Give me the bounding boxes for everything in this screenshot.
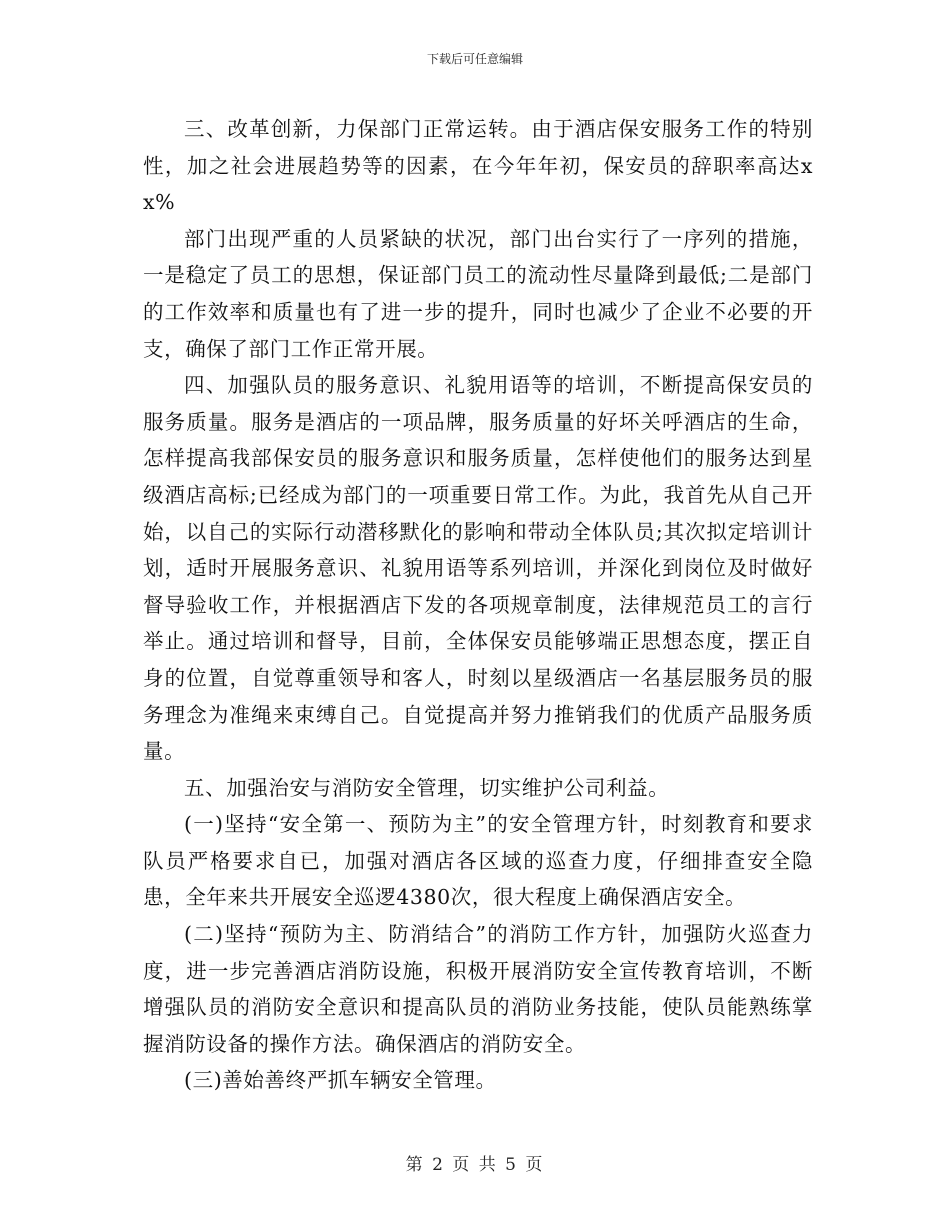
paragraph-training: 四、加强队员的服务意识、礼貌用语等的培训，不断提高保安员的服务质量。服务是酒店的一项品牌，服务质量的好坏关呼酒店的生命，怎样提高我部保安员的服务意识和服务质量，怎样使他们的服务达到星级酒店高标;已经成为部门的一项重要日常工作。为此，我首先从自己开始，以自己的实际行动潜移默化的影响和带动全体队员;其次拟定培训计划，适时开展服务意识、礼貌用语等系列培训，并深化到岗位及时做好督导验收工作，并根据酒店下发的各项规章制度，法律规范员工的言行举止。通过培训和督导，目前，全体保安员能够端正思想态度，摆正自身的位置，自觉尊重领导和客人，时刻以星级酒店一名基层服务员的服务理念为准绳来束缚自己。自觉提高并努力推销我们的优质产品服务质量。 xyxy=(143,373,813,764)
document-body xyxy=(143,111,813,1099)
paragraph-safety-policy: (一)坚持“安全第一、预防为主”的安全管理方针，时刻教育和要求队员严格要求自已，加强对酒店各区域的巡查力度，仔细排查安全隐患，全年来共开展安全巡逻4380次，很大程度上确保酒店安全。 xyxy=(143,812,813,910)
page-footer xyxy=(0,1153,950,1177)
paragraph-vehicle-safety: (三)善始善终严抓车辆安全管理。 xyxy=(184,1068,497,1093)
paragraph-reform: 三、改革创新，力保部门正常运转。由于酒店保安服务工作的特别性，加之社会进展趋势等的因素，在今年年初，保安员的辞职率高达xx% xyxy=(143,117,813,215)
paragraph-security-heading: 五、加强治安与消防安全管理，切实维护公司利益。 xyxy=(184,775,670,800)
footer-prefix: 第 xyxy=(405,1155,425,1175)
page-header: 下载后可任意编辑 xyxy=(426,52,523,66)
paragraph-staffing: 部门出现严重的人员紧缺的状况，部门出台实行了一序列的措施，一是稳定了员工的思想，保证部门员工的流动性尽量降到最低;二是部门的工作效率和质量也有了进一步的提升，同时也减少了企业不必要的开支，确保了部门工作正常开展。 xyxy=(143,226,813,361)
footer-total-pages: 5 xyxy=(505,1155,518,1175)
paragraph-fire-policy: (二)坚持“预防为主、防消结合”的消防工作方针，加强防火巡查力度，进一步完善酒店消防设施，积极开展消防安全宣传教育培训，不断增强队员的消防安全意识和提高队员的消防业务技能，使队员能熟练掌握消防设备的操作方法。确保酒店的消防安全。 xyxy=(143,922,813,1056)
footer-middle: 页 共 xyxy=(452,1155,498,1175)
footer-current-page: 2 xyxy=(432,1155,445,1175)
footer-suffix: 页 xyxy=(525,1155,545,1175)
